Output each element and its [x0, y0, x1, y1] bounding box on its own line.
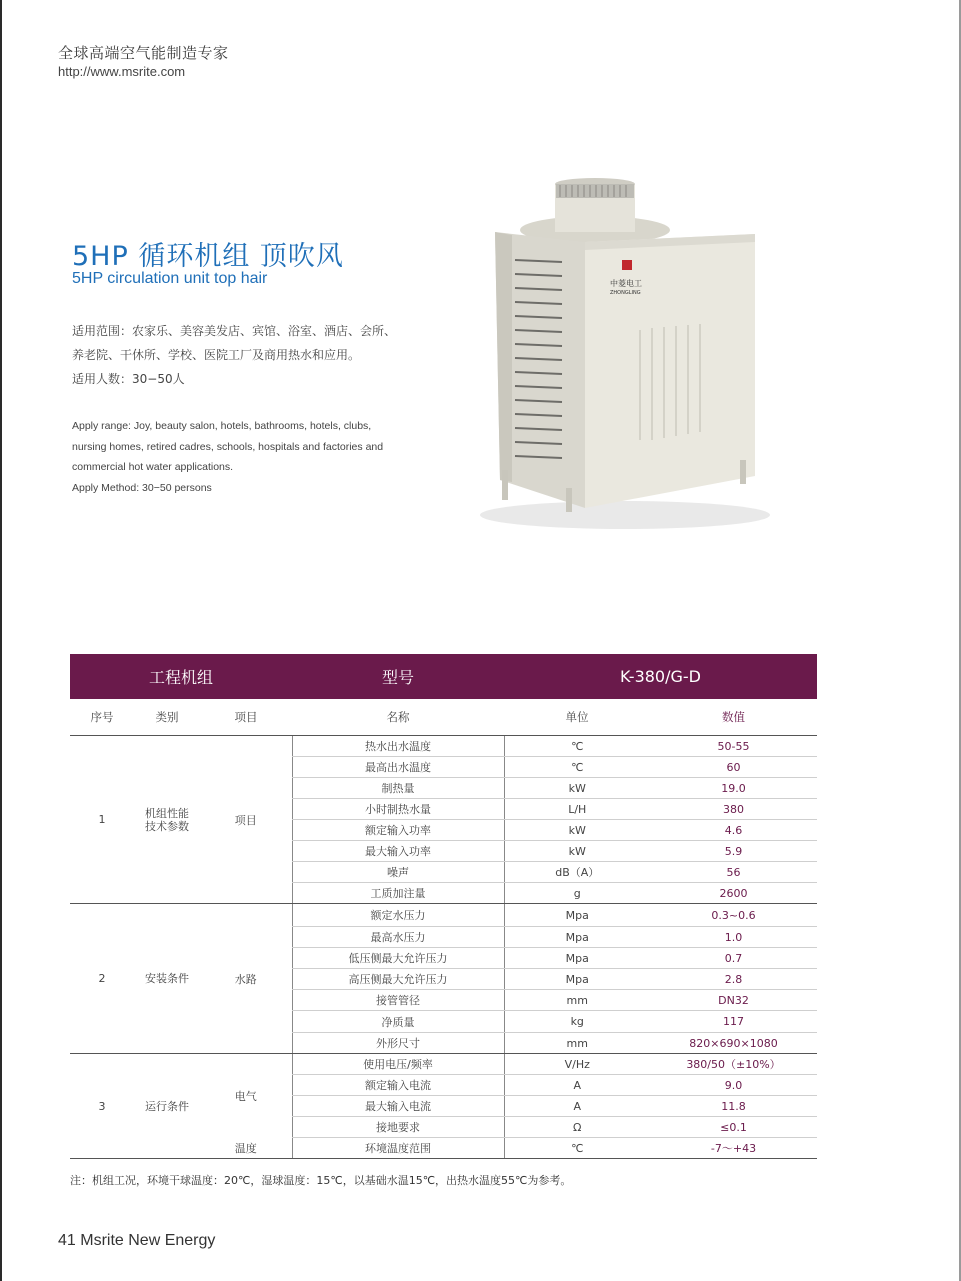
row-unit: kW	[504, 841, 650, 862]
row-name: 最大输入电流	[292, 1096, 504, 1117]
row-number: 2	[70, 904, 134, 1054]
row-name: 额定输入电流	[292, 1075, 504, 1096]
row-unit: mm	[504, 1033, 650, 1054]
footnote: 注：机组工况，环境干球温度：20℃，湿球温度：15℃，以基础水温15℃，出热水温度55℃为参考。	[70, 1174, 572, 1187]
row-name: 环境温度范围	[292, 1138, 504, 1159]
row-unit: V/Hz	[504, 1054, 650, 1075]
row-number: 3	[70, 1054, 134, 1159]
table-row	[70, 736, 817, 757]
table-band	[70, 654, 817, 699]
brand-slogan: 全球高端空气能制造专家	[58, 44, 229, 62]
row-category: 机组性能 技术参数	[134, 736, 200, 904]
row-unit: L/H	[504, 799, 650, 820]
logo-en: ZHONGLING	[610, 290, 641, 296]
band-model-label: 型号	[292, 654, 504, 699]
page-footer: 41 Msrite New Energy	[58, 1232, 216, 1249]
row-name: 净质量	[292, 1011, 504, 1033]
row-name: 工质加注量	[292, 883, 504, 904]
table-row	[70, 1054, 817, 1075]
row-name: 接管管径	[292, 990, 504, 1011]
row-name: 最高出水温度	[292, 757, 504, 778]
row-value: 2600	[650, 883, 817, 904]
row-name: 制热量	[292, 778, 504, 799]
row-unit: Mpa	[504, 927, 650, 948]
col-header: 类别	[134, 699, 200, 736]
row-value: 56	[650, 862, 817, 883]
desc-cn-line: 适用人数：30−50人	[72, 372, 185, 386]
logo-cn: 中菱电工	[610, 279, 642, 288]
row-unit: ℃	[504, 757, 650, 778]
row-name: 高压侧最大允许压力	[292, 969, 504, 990]
col-header: 序号	[70, 699, 134, 736]
row-value: 1.0	[650, 927, 817, 948]
row-number: 1	[70, 736, 134, 904]
row-value: 380	[650, 799, 817, 820]
row-value: 0.7	[650, 948, 817, 969]
row-unit: Mpa	[504, 904, 650, 927]
spec-table	[70, 654, 817, 1159]
row-unit: Ω	[504, 1117, 650, 1138]
brand-url: http://www.msrite.com	[58, 64, 186, 79]
row-name: 最高水压力	[292, 927, 504, 948]
row-name: 额定输入功率	[292, 820, 504, 841]
row-name: 最大输入功率	[292, 841, 504, 862]
row-value: 380/50（±10%）	[650, 1054, 817, 1075]
row-name: 接地要求	[292, 1117, 504, 1138]
row-unit: kW	[504, 820, 650, 841]
row-value: DN32	[650, 990, 817, 1011]
row-unit: dB（A）	[504, 862, 650, 883]
row-value: 11.8	[650, 1096, 817, 1117]
row-category: 安装条件	[134, 904, 200, 1054]
row-unit: kW	[504, 778, 650, 799]
desc-en-line: commercial hot water applications.	[72, 461, 234, 473]
row-unit: kg	[504, 1011, 650, 1033]
table-row	[70, 904, 817, 927]
row-unit: g	[504, 883, 650, 904]
page-edge-left	[0, 0, 2, 1281]
row-unit: ℃	[504, 1138, 650, 1159]
row-name: 低压侧最大允许压力	[292, 948, 504, 969]
product-image	[470, 170, 790, 540]
row-value: 9.0	[650, 1075, 817, 1096]
product-title-cn: 5HP 循环机组 顶吹风	[72, 241, 344, 272]
row-value: 117	[650, 1011, 817, 1033]
row-value: 5.9	[650, 841, 817, 862]
row-unit: Mpa	[504, 948, 650, 969]
row-value: 820×690×1080	[650, 1033, 817, 1054]
row-item: 水路	[200, 904, 292, 1054]
desc-cn-line: 适用范围：农家乐、美容美发店、宾馆、浴室、酒店、会所、	[72, 324, 397, 338]
row-item: 温度	[200, 1138, 292, 1159]
table-header-row	[70, 699, 817, 736]
row-value: 0.3~0.6	[650, 904, 817, 927]
row-value: 19.0	[650, 778, 817, 799]
row-unit: Mpa	[504, 969, 650, 990]
row-name: 外形尺寸	[292, 1033, 504, 1054]
row-category: 运行条件	[134, 1054, 200, 1159]
row-name: 噪声	[292, 862, 504, 883]
col-header: 项目	[200, 699, 292, 736]
product-title-en: 5HP circulation unit top hair	[72, 270, 268, 287]
row-item: 项目	[200, 736, 292, 904]
desc-cn-line: 养老院、干休所、学校、医院工厂及商用热水和应用。	[72, 348, 361, 362]
row-value: 4.6	[650, 820, 817, 841]
row-unit: A	[504, 1075, 650, 1096]
row-name: 小时制热水量	[292, 799, 504, 820]
desc-en-line: nursing homes, retired cadres, schools, hospitals and factories and	[72, 441, 384, 453]
band-project-unit: 工程机组	[70, 654, 292, 699]
col-header: 名称	[292, 699, 504, 736]
band-model-value: K-380/G-D	[504, 654, 817, 699]
col-header: 数值	[650, 699, 817, 736]
desc-en-line: Apply range: Joy, beauty salon, hotels, bathrooms, hotels, clubs,	[72, 420, 372, 432]
row-name: 使用电压/频率	[292, 1054, 504, 1075]
row-unit: mm	[504, 990, 650, 1011]
desc-en-line: Apply Method: 30−50 persons	[72, 482, 212, 494]
row-value: 2.8	[650, 969, 817, 990]
row-unit: ℃	[504, 736, 650, 757]
col-header: 单位	[504, 699, 650, 736]
row-unit: A	[504, 1096, 650, 1117]
row-name: 额定水压力	[292, 904, 504, 927]
row-value: ≤0.1	[650, 1117, 817, 1138]
row-value: -7～+43	[650, 1138, 817, 1159]
row-name: 热水出水温度	[292, 736, 504, 757]
row-item: 电气	[234, 1089, 257, 1103]
row-value: 50-55	[650, 736, 817, 757]
row-value: 60	[650, 757, 817, 778]
